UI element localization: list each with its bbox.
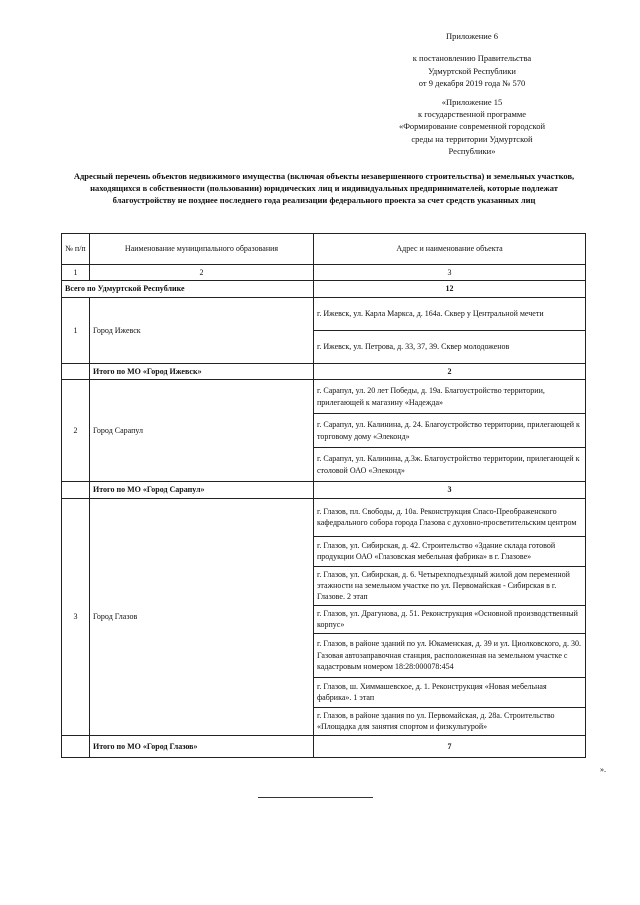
- object-address: г. Глазов, в районе зданий по ул. Юкаменская, д. 39 и ул. Циолковского, д. 30. Газовая автозаправочная станция, расположенная на земельном участке с кадастровым номером 18:28:000078:454: [314, 633, 586, 677]
- total-value: 12: [314, 281, 586, 297]
- title-line: благоустройству не позднее последнего года реализации федерального проекта за счет средств указанных лиц: [112, 195, 536, 206]
- object-address: г. Глазов, в районе здания по ул. Первомайская, д. 28а. Строительство «Площадка для занятия спортом и физкультурой»: [314, 707, 586, 735]
- object-address: г. Глазов, ул. Сибирская, д. 6. Четырехподъездный жилой дом переменной этажности на земельном участке по ул. Первомайская - Сибирская в г. Глазове. 2 этап: [314, 566, 586, 605]
- document-title: [54, 170, 594, 207]
- subtotal-empty: [62, 482, 90, 498]
- header-line: от 9 декабря 2019 года № 570: [418, 78, 526, 89]
- header-line: Удмуртской Республики: [428, 65, 516, 76]
- subtotal-row: [62, 735, 586, 757]
- title-line: находящихся в собственности (пользовании) юридических лиц и индивидуальных предпринимателей, которые подлежат: [90, 183, 558, 194]
- subtotal-value: 7: [314, 735, 586, 757]
- object-address: г. Глазов, ш. Химмашевское, д. 1. Реконструкция «Новая мебельная фабрика». 1 этап: [314, 677, 586, 707]
- header-mo: Наименование муниципального образования: [90, 234, 314, 265]
- colnum-1: 1: [62, 265, 90, 281]
- table-row: [62, 380, 586, 414]
- colnum-2: 2: [90, 265, 314, 281]
- object-address: г. Ижевск, ул. Карла Маркса, д. 164а. Сквер у Центральной мечети: [314, 297, 586, 330]
- header-line: Республики»: [448, 146, 496, 157]
- appendix-header: [372, 30, 572, 158]
- row-num: 3: [62, 498, 90, 735]
- object-address: г. Глазов, ул. Драгунова, д. 51. Реконструкция «Основной производственный корпус»: [314, 605, 586, 633]
- footer-divider: [258, 797, 373, 798]
- header-line: к постановлению Правительства: [412, 53, 532, 64]
- mo-name: Город Сарапул: [90, 380, 314, 482]
- header-num: № п/п: [62, 234, 90, 265]
- object-address: г. Сарапул, ул. Калинина, д.3ж. Благоустройство территории, прилегающей к столовой ОАО «Элеконд»: [314, 448, 586, 482]
- mo-name: Город Ижевск: [90, 297, 314, 363]
- header-line: среды на территории Удмуртской: [411, 133, 533, 144]
- column-numbers-row: [62, 265, 586, 281]
- subtotal-label: Итого по МО «Город Глазов»: [90, 735, 314, 757]
- subtotal-value: 3: [314, 482, 586, 498]
- colnum-3: 3: [314, 265, 586, 281]
- subtotal-row: [62, 482, 586, 498]
- row-num: 1: [62, 297, 90, 363]
- object-address: г. Сарапул, ул. Калинина, д. 24. Благоустройство территории, прилегающей к торговому дому «Элеконд»: [314, 414, 586, 448]
- object-address: г. Ижевск, ул. Петрова, д. 33, 37, 39. Сквер молодоженов: [314, 330, 586, 363]
- row-num: 2: [62, 380, 90, 482]
- total-label: Всего по Удмуртской Республике: [62, 281, 314, 297]
- subtotal-value: 2: [314, 363, 586, 379]
- header-line: «Приложение 15: [441, 96, 503, 107]
- objects-table: [61, 233, 586, 758]
- total-row: [62, 281, 586, 297]
- table-row: [62, 297, 586, 330]
- object-address: г. Глазов, ул. Сибирская, д. 42. Строительство «Здание склада готовой продукции ОАО «Глазовская мебельная фабрика» в г. Глазове»: [314, 536, 586, 566]
- subtotal-row: [62, 363, 586, 379]
- header-line: Приложение 6: [446, 31, 498, 41]
- header-addr: Адрес и наименование объекта: [314, 234, 586, 265]
- header-line: «Формирование современной городской: [398, 121, 546, 132]
- table-header-row: [62, 234, 586, 265]
- subtotal-label: Итого по МО «Город Сарапул»: [90, 482, 314, 498]
- mo-name: Город Глазов: [90, 498, 314, 735]
- header-line: к государственной программе: [417, 109, 527, 120]
- subtotal-empty: [62, 363, 90, 379]
- subtotal-empty: [62, 735, 90, 757]
- title-line: Адресный перечень объектов недвижимого имущества (включая объекты незавершенного строительства) и земельных участков,: [73, 171, 575, 181]
- subtotal-label: Итого по МО «Город Ижевск»: [90, 363, 314, 379]
- object-address: г. Глазов, пл. Свободы, д. 10а. Реконструкция Спасо-Преображенского кафедрального собора города Глазова с духовно-просветительским центром: [314, 498, 586, 536]
- table-row: [62, 498, 586, 536]
- object-address: г. Сарапул, ул. 20 лет Победы, д. 19а. Благоустройство территории, прилегающей к магазину «Надежда»: [314, 380, 586, 414]
- closing-quote-mark: ».: [600, 765, 606, 774]
